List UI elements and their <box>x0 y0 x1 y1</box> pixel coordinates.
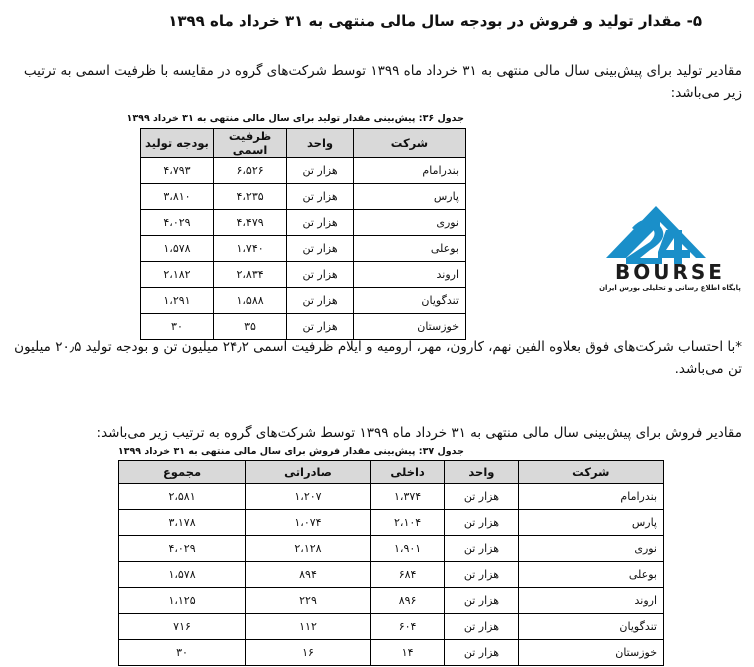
cell-total: ۳۰ <box>119 640 246 666</box>
table-row <box>119 640 664 666</box>
table-row <box>141 210 466 236</box>
cell-unit: هزار تن <box>287 184 354 210</box>
cell-company: خوزستان <box>518 640 663 666</box>
cell-company: بندرامام <box>518 484 663 510</box>
header-company: شرکت <box>518 461 663 484</box>
table2-caption: جدول ۳۷: پیش‌بینی مقدار فروش برای سال مالی منتهی به ۳۱ خرداد ۱۳۹۹ <box>117 446 464 457</box>
cell-capacity: ۱،۷۴۰ <box>213 236 286 262</box>
table-row <box>141 158 466 184</box>
header-total: مجموع <box>119 461 246 484</box>
cell-company: پارس <box>353 184 465 210</box>
cell-production-budget: ۱،۲۹۱ <box>141 288 214 314</box>
header-production-budget: بودجه تولید <box>141 129 214 158</box>
cell-company: تندگویان <box>518 614 663 640</box>
production-table <box>140 128 466 340</box>
cell-company: بوعلی <box>353 236 465 262</box>
cell-unit: هزار تن <box>287 288 354 314</box>
header-domestic: داخلی <box>370 461 444 484</box>
header-export: صادراتی <box>246 461 371 484</box>
table-row <box>119 484 664 510</box>
table-row <box>119 614 664 640</box>
table-row <box>141 184 466 210</box>
section-heading: ۵- مقدار تولید و فروش در بودجه سال مالی منتهی به ۳۱ خرداد ماه ۱۳۹۹ <box>168 12 702 30</box>
table1-caption: جدول ۳۶: پیش‌بینی مقدار تولید برای سال مالی منتهی به ۳۱ خرداد ۱۳۹۹ <box>126 113 464 124</box>
cell-capacity: ۳۵ <box>213 314 286 340</box>
cell-total: ۱،۱۲۵ <box>119 588 246 614</box>
cell-unit: هزار تن <box>287 314 354 340</box>
cell-unit: هزار تن <box>287 262 354 288</box>
cell-total: ۴،۰۲۹ <box>119 536 246 562</box>
cell-capacity: ۶،۵۲۶ <box>213 158 286 184</box>
cell-export: ۲۲۹ <box>246 588 371 614</box>
cell-unit: هزار تن <box>445 614 518 640</box>
sales-paragraph: مقادیر فروش برای پیش‌بینی سال مالی منتهی به ۳۱ خرداد ماه ۱۳۹۹ توسط شرکت‌های گروه به ترتیب زیر می‌باشد: <box>96 425 742 441</box>
cell-domestic: ۱۴ <box>370 640 444 666</box>
cell-capacity: ۱،۵۸۸ <box>213 288 286 314</box>
production-paragraph: مقادیر تولید برای پیش‌بینی سال مالی منتهی به ۳۱ خرداد ماه ۱۳۹۹ توسط شرکت‌های گروه در مقایسه با ظرفیت اسمی به ترتیب زیر می‌باشد: <box>23 63 742 101</box>
cell-capacity: ۲،۸۳۴ <box>213 262 286 288</box>
cell-production-budget: ۴،۰۲۹ <box>141 210 214 236</box>
cell-unit: هزار تن <box>445 562 518 588</box>
cell-unit: هزار تن <box>287 158 354 184</box>
table-row <box>119 510 664 536</box>
logo-mark-icon <box>606 206 706 264</box>
bourse-logo <box>596 202 744 302</box>
cell-company: اروند <box>353 262 465 288</box>
cell-domestic: ۶۸۴ <box>370 562 444 588</box>
cell-unit: هزار تن <box>445 510 518 536</box>
cell-export: ۱،۰۷۴ <box>246 510 371 536</box>
cell-total: ۳،۱۷۸ <box>119 510 246 536</box>
cell-company: نوری <box>353 210 465 236</box>
cell-production-budget: ۱،۵۷۸ <box>141 236 214 262</box>
cell-production-budget: ۳۰ <box>141 314 214 340</box>
cell-domestic: ۸۹۶ <box>370 588 444 614</box>
cell-export: ۸۹۴ <box>246 562 371 588</box>
table-row <box>119 562 664 588</box>
logo-wordmark: BOURSE <box>615 260 725 284</box>
header-company: شرکت <box>353 129 465 158</box>
cell-capacity: ۴،۴۷۹ <box>213 210 286 236</box>
logo-tagline: پایگاه اطلاع رسانی و تحلیلی بورس ایران <box>599 284 741 292</box>
cell-domestic: ۱،۹۰۱ <box>370 536 444 562</box>
cell-company: بندرامام <box>353 158 465 184</box>
cell-capacity: ۴،۲۳۵ <box>213 184 286 210</box>
table-row <box>141 262 466 288</box>
cell-total: ۱،۵۷۸ <box>119 562 246 588</box>
cell-export: ۱۱۲ <box>246 614 371 640</box>
cell-unit: هزار تن <box>445 588 518 614</box>
cell-export: ۱۶ <box>246 640 371 666</box>
cell-unit: هزار تن <box>445 536 518 562</box>
header-unit: واحد <box>287 129 354 158</box>
cell-domestic: ۱،۳۷۴ <box>370 484 444 510</box>
cell-unit: هزار تن <box>287 210 354 236</box>
cell-company: پارس <box>518 510 663 536</box>
cell-company: نوری <box>518 536 663 562</box>
cell-total: ۷۱۶ <box>119 614 246 640</box>
header-capacity: ظرفیت اسمی <box>213 129 286 158</box>
cell-export: ۱،۲۰۷ <box>246 484 371 510</box>
header-unit: واحد <box>445 461 518 484</box>
table-header-row <box>141 129 466 158</box>
cell-production-budget: ۳،۸۱۰ <box>141 184 214 210</box>
cell-production-budget: ۴،۷۹۳ <box>141 158 214 184</box>
table-header-row <box>119 461 664 484</box>
cell-export: ۲،۱۲۸ <box>246 536 371 562</box>
sales-table <box>118 460 664 666</box>
footnote: *با احتساب شرکت‌های فوق بعلاوه الفین نهم، کارون، مهر، ارومیه و ایلام ظرفیت اسمی ۲۴٫۲ میلیون تن و بودجه تولید ۲۰٫۵ میلیون تن می‌باشد. <box>14 339 742 377</box>
cell-company: بوعلی <box>518 562 663 588</box>
cell-unit: هزار تن <box>445 640 518 666</box>
table-row <box>119 588 664 614</box>
cell-production-budget: ۲،۱۸۲ <box>141 262 214 288</box>
table-row <box>141 236 466 262</box>
cell-unit: هزار تن <box>445 484 518 510</box>
cell-company: خوزستان <box>353 314 465 340</box>
table-row <box>119 536 664 562</box>
cell-total: ۲،۵۸۱ <box>119 484 246 510</box>
cell-company: تندگویان <box>353 288 465 314</box>
table-row <box>141 288 466 314</box>
cell-domestic: ۶۰۴ <box>370 614 444 640</box>
cell-company: اروند <box>518 588 663 614</box>
cell-domestic: ۲،۱۰۴ <box>370 510 444 536</box>
cell-unit: هزار تن <box>287 236 354 262</box>
